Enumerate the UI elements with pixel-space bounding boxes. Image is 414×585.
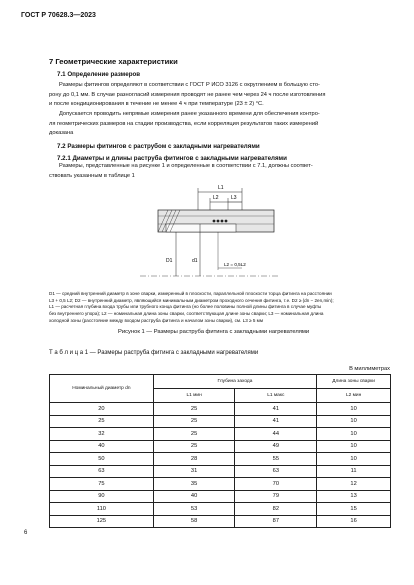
table-cell: 25 xyxy=(153,415,235,428)
table-cell: 41 xyxy=(235,403,317,416)
table-row xyxy=(50,515,391,528)
table-cell: 75 xyxy=(50,478,154,491)
table-cell: 32 xyxy=(50,428,154,441)
table-cell: 10 xyxy=(317,428,391,441)
socket-drawing xyxy=(140,180,280,284)
table-row xyxy=(50,415,391,428)
table-row xyxy=(50,453,391,466)
table-row xyxy=(50,465,391,478)
table-units: В миллиметрах xyxy=(349,366,390,372)
table-cell: 10 xyxy=(317,415,391,428)
table-cell: 12 xyxy=(317,478,391,491)
table-cell: 87 xyxy=(235,515,317,528)
table-cell: 58 xyxy=(153,515,235,528)
table-cell: 82 xyxy=(235,503,317,516)
table-cell: 13 xyxy=(317,490,391,503)
table-cell: 125 xyxy=(50,515,154,528)
page-number: 6 xyxy=(24,530,28,536)
header-fusion-zone: Длина зоны сварки xyxy=(317,375,391,389)
table-row xyxy=(50,440,391,453)
header-insertion-depth: Глубина захода xyxy=(153,375,316,389)
table-cell: 16 xyxy=(317,515,391,528)
table-cell: 79 xyxy=(235,490,317,503)
table-cell: 10 xyxy=(317,440,391,453)
paragraph-line: рону до 0,1 мм. В случае разногласий измерения проводят не ранее чем через 24 ч после изготовления xyxy=(49,91,326,98)
paragraph-dimensions xyxy=(49,162,394,181)
table-cell: 70 xyxy=(235,478,317,491)
legend-line: холодной зоны (расстояние между входом раструба фитинга и началом зоны сварки), см. L3 ≥ 5 мм xyxy=(49,317,263,323)
label-d: d1 xyxy=(192,258,198,264)
table-cell: 40 xyxy=(50,440,154,453)
figure-caption: Рисунок 1 — Размеры раструба фитинга с закладными нагревателями xyxy=(118,329,310,335)
table-cell: 31 xyxy=(153,465,235,478)
header-depth-min: L1 мин xyxy=(153,389,235,403)
table-cell: 20 xyxy=(50,403,154,416)
table-cell: 55 xyxy=(235,453,317,466)
table-cell: 40 xyxy=(153,490,235,503)
table-cell: 110 xyxy=(50,503,154,516)
table-row xyxy=(50,403,391,416)
table-cell: 10 xyxy=(317,453,391,466)
table-cell: 25 xyxy=(153,403,235,416)
paragraph-line: ля геометрических размеров на стадии производства, если корреляция результатов таких измерений xyxy=(49,120,319,127)
table-cell: 25 xyxy=(50,415,154,428)
label-l2: L2 xyxy=(213,195,219,201)
legend-line: L3 + 0,5 L2; D2 — внутренний диаметр, являющийся минимальным диаметром проходного сечения фитинга, т.е. D2 ≥ (dn − 2en,min); xyxy=(49,297,334,303)
header-depth-max: L1 макс xyxy=(235,389,317,403)
table-cell: 49 xyxy=(235,440,317,453)
table-row xyxy=(50,503,391,516)
paragraph-line: и после кондиционирования в течение не менее 4 ч при температуре (23 ± 2) °С. xyxy=(49,101,264,108)
table-cell: 11 xyxy=(317,465,391,478)
document-code: ГОСТ Р 70628.3—2023 xyxy=(21,12,96,19)
header-zone-min: L2 мин xyxy=(317,389,391,403)
table-cell: 63 xyxy=(235,465,317,478)
table-row xyxy=(50,428,391,441)
subsection-title: 7.1 Определение размеров xyxy=(57,71,141,78)
table-cell: 44 xyxy=(235,428,317,441)
table-cell: 50 xyxy=(50,453,154,466)
table-cell: 35 xyxy=(153,478,235,491)
subsection-title: 7.2.1 Диаметры и длины раструба фитингов с закладными нагревателями xyxy=(57,155,287,162)
paragraph-measurement xyxy=(49,81,394,110)
label-lz: L2 = 0,5L2 xyxy=(224,262,246,267)
table-cell: 15 xyxy=(317,503,391,516)
pipe-end xyxy=(166,224,236,232)
label-l3: L3 xyxy=(231,195,237,201)
header-nominal-diameter: Номинальный диаметр dn xyxy=(50,375,154,403)
table-row xyxy=(50,490,391,503)
table-cell: 41 xyxy=(235,415,317,428)
table-cell: 63 xyxy=(50,465,154,478)
figure-legend xyxy=(49,291,389,325)
table-cell: 25 xyxy=(153,428,235,441)
subsection-title: 7.2 Размеры фитингов с раструбом с закладными нагревателями xyxy=(57,143,260,150)
paragraph-line: Допускается проводить непрямые измерения ранее указанного времени для обеспечения контро- xyxy=(59,111,320,117)
legend-line: L1 — расчетная глубина входа трубы или трубного конца фитинга (но более половины полной длины фитинга в случае муфты xyxy=(49,304,322,310)
paragraph-line: ствовать указанным в таблице 1 xyxy=(49,172,135,179)
table-caption: Т а б л и ц а 1 — Размеры раструба фитинга с закладными нагревателями xyxy=(49,350,259,356)
label-d1: D1 xyxy=(166,258,173,264)
legend-line: D1 — средний внутренний диаметр в зоне сварки, измеренный в плоскости, параллельной плоскости торца фитинга на расстоянии xyxy=(49,291,332,296)
table-cell: 53 xyxy=(153,503,235,516)
paragraph-indirect xyxy=(49,110,394,139)
table-cell: 10 xyxy=(317,403,391,416)
paragraph-line: Размеры, представленные на рисунке 1 и определенные в соответствии с 7.1, должны соответ- xyxy=(59,163,313,169)
table-cell: 28 xyxy=(153,453,235,466)
table-cell: 90 xyxy=(50,490,154,503)
table-row xyxy=(50,478,391,491)
section-title: 7 Геометрические характеристики xyxy=(49,57,178,66)
table-cell: 25 xyxy=(153,440,235,453)
dimensions-table xyxy=(49,374,391,528)
legend-line: без внутреннего упора); L2 — номинальная длина зоны сварки, соответствующая длине зоны сварки; L3 — номинальная длина xyxy=(49,311,324,317)
paragraph-line: Размеры фитингов определяют в соответствии с ГОСТ Р ИСО 3126 с округлением в большую сто- xyxy=(59,82,320,88)
paragraph-line: доказана xyxy=(49,130,74,137)
label-l1: L1 xyxy=(218,185,224,191)
